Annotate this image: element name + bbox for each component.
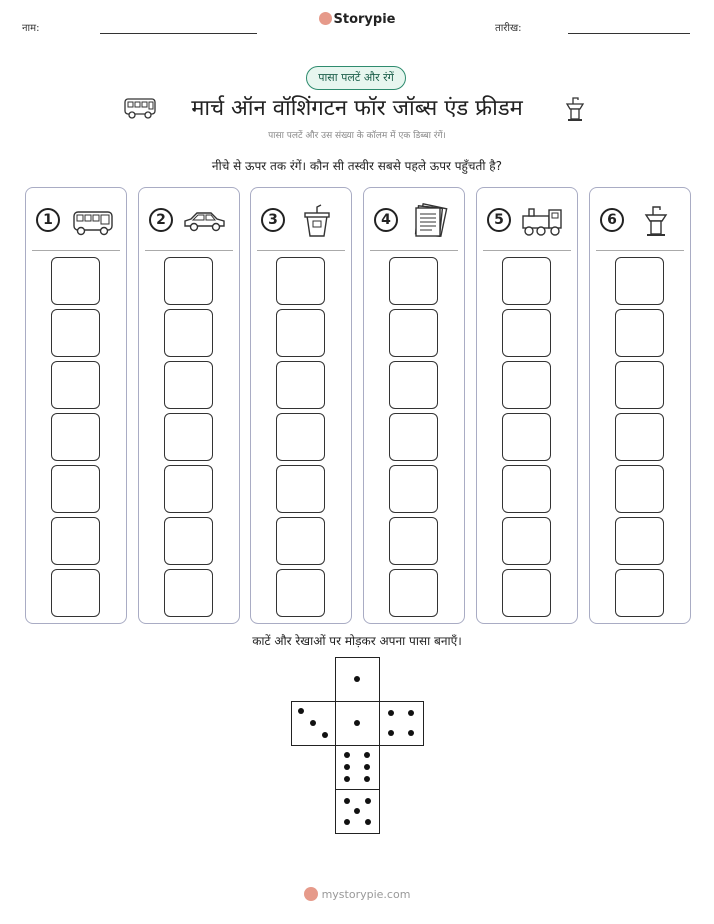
die-pip bbox=[365, 819, 371, 825]
color-box[interactable] bbox=[389, 309, 438, 357]
die-face-5[interactable] bbox=[335, 789, 380, 834]
die-pip bbox=[344, 764, 350, 770]
color-box[interactable] bbox=[51, 465, 100, 513]
color-box[interactable] bbox=[276, 413, 325, 461]
color-box[interactable] bbox=[276, 309, 325, 357]
color-box[interactable] bbox=[502, 413, 551, 461]
color-box[interactable] bbox=[389, 257, 438, 305]
color-box[interactable] bbox=[615, 257, 664, 305]
car-icon bbox=[181, 202, 229, 238]
color-box[interactable] bbox=[615, 309, 664, 357]
water-fountain-icon bbox=[557, 92, 593, 122]
color-box[interactable] bbox=[164, 465, 213, 513]
color-box[interactable] bbox=[51, 309, 100, 357]
color-box[interactable] bbox=[51, 569, 100, 617]
die-pip bbox=[310, 720, 316, 726]
color-box[interactable] bbox=[276, 517, 325, 565]
color-box[interactable] bbox=[51, 361, 100, 409]
column-divider bbox=[596, 250, 684, 251]
column-divider bbox=[483, 250, 571, 251]
die-pip bbox=[365, 798, 371, 804]
bear-logo-icon bbox=[319, 12, 332, 25]
die-pip bbox=[354, 808, 360, 814]
column-number: 3 bbox=[261, 208, 285, 232]
document-stack-icon bbox=[406, 202, 454, 238]
die-pip bbox=[364, 764, 370, 770]
color-box[interactable] bbox=[389, 413, 438, 461]
die-pip bbox=[354, 720, 360, 726]
color-box[interactable] bbox=[389, 569, 438, 617]
color-box[interactable] bbox=[276, 257, 325, 305]
die-pip bbox=[344, 819, 350, 825]
footer: mystorypie.com bbox=[0, 887, 714, 901]
color-box[interactable] bbox=[389, 361, 438, 409]
die-pip bbox=[408, 710, 414, 716]
color-box[interactable] bbox=[51, 413, 100, 461]
activity-badge: पासा पलटें और रंगें bbox=[306, 66, 406, 90]
color-box[interactable] bbox=[51, 257, 100, 305]
column-3 bbox=[250, 187, 352, 624]
die-pip bbox=[354, 676, 360, 682]
instruction-text: नीचे से ऊपर तक रंगें। कौन सी तस्वीर सबसे पहले ऊपर पहुँचती है? bbox=[211, 159, 503, 173]
die-face-3[interactable] bbox=[291, 701, 336, 746]
die-pip bbox=[364, 752, 370, 758]
color-box[interactable] bbox=[389, 465, 438, 513]
color-box[interactable] bbox=[502, 257, 551, 305]
color-box[interactable] bbox=[615, 569, 664, 617]
die-pip bbox=[322, 732, 328, 738]
water-fountain-icon bbox=[632, 202, 680, 238]
column-divider bbox=[370, 250, 458, 251]
page-subtitle: पासा पलटें और उस संख्या के कॉलम में एक डिब्बा रंगें। bbox=[268, 131, 446, 141]
column-divider bbox=[32, 250, 120, 251]
color-box[interactable] bbox=[276, 361, 325, 409]
column-number: 2 bbox=[149, 208, 173, 232]
podium-icon bbox=[293, 202, 341, 238]
color-box[interactable] bbox=[276, 465, 325, 513]
column-number: 5 bbox=[487, 208, 511, 232]
color-box[interactable] bbox=[164, 413, 213, 461]
column-header bbox=[261, 202, 345, 238]
color-box[interactable] bbox=[276, 569, 325, 617]
name-line[interactable] bbox=[100, 33, 257, 34]
color-box[interactable] bbox=[502, 309, 551, 357]
date-line[interactable] bbox=[568, 33, 690, 34]
die-face-4[interactable] bbox=[379, 701, 424, 746]
name-label: नाम: bbox=[22, 23, 40, 34]
bus-icon bbox=[68, 202, 116, 238]
color-box[interactable] bbox=[615, 517, 664, 565]
column-header bbox=[149, 202, 233, 238]
date-label: तारीख: bbox=[495, 23, 522, 34]
column-4 bbox=[363, 187, 465, 624]
column-2 bbox=[138, 187, 240, 624]
bear-logo-icon bbox=[304, 887, 318, 901]
die-pip bbox=[344, 776, 350, 782]
color-box[interactable] bbox=[502, 517, 551, 565]
die-pip bbox=[364, 776, 370, 782]
column-number: 1 bbox=[36, 208, 60, 232]
column-number: 6 bbox=[600, 208, 624, 232]
column-header bbox=[487, 202, 571, 238]
die-face-6[interactable] bbox=[335, 745, 380, 790]
column-1 bbox=[25, 187, 127, 624]
cut-instruction: काटें और रेखाओं पर मोड़कर अपना पासा बनाएँ। bbox=[252, 634, 462, 648]
color-box[interactable] bbox=[502, 361, 551, 409]
die-pip bbox=[298, 708, 304, 714]
color-box[interactable] bbox=[164, 257, 213, 305]
brand-logo: Storypie bbox=[0, 12, 714, 27]
color-box[interactable] bbox=[389, 517, 438, 565]
color-box[interactable] bbox=[164, 569, 213, 617]
train-icon bbox=[519, 202, 567, 238]
column-divider bbox=[257, 250, 345, 251]
die-face-1[interactable] bbox=[335, 657, 380, 702]
column-header bbox=[600, 202, 684, 238]
color-box[interactable] bbox=[164, 309, 213, 357]
die-face-1[interactable] bbox=[335, 701, 380, 746]
color-box[interactable] bbox=[502, 465, 551, 513]
die-pip bbox=[344, 798, 350, 804]
page-title: मार्च ऑन वॉशिंगटन फॉर जॉब्स एंड फ्रीडम bbox=[191, 96, 523, 121]
die-pip bbox=[388, 730, 394, 736]
die-pip bbox=[344, 752, 350, 758]
color-box[interactable] bbox=[615, 413, 664, 461]
column-5 bbox=[476, 187, 578, 624]
column-number: 4 bbox=[374, 208, 398, 232]
column-divider bbox=[145, 250, 233, 251]
column-header bbox=[374, 202, 458, 238]
column-6 bbox=[589, 187, 691, 624]
color-box[interactable] bbox=[502, 569, 551, 617]
color-box[interactable] bbox=[51, 517, 100, 565]
color-box[interactable] bbox=[164, 517, 213, 565]
die-pip bbox=[408, 730, 414, 736]
die-pip bbox=[388, 710, 394, 716]
color-box[interactable] bbox=[164, 361, 213, 409]
color-box[interactable] bbox=[615, 361, 664, 409]
column-header bbox=[36, 202, 120, 238]
color-box[interactable] bbox=[615, 465, 664, 513]
